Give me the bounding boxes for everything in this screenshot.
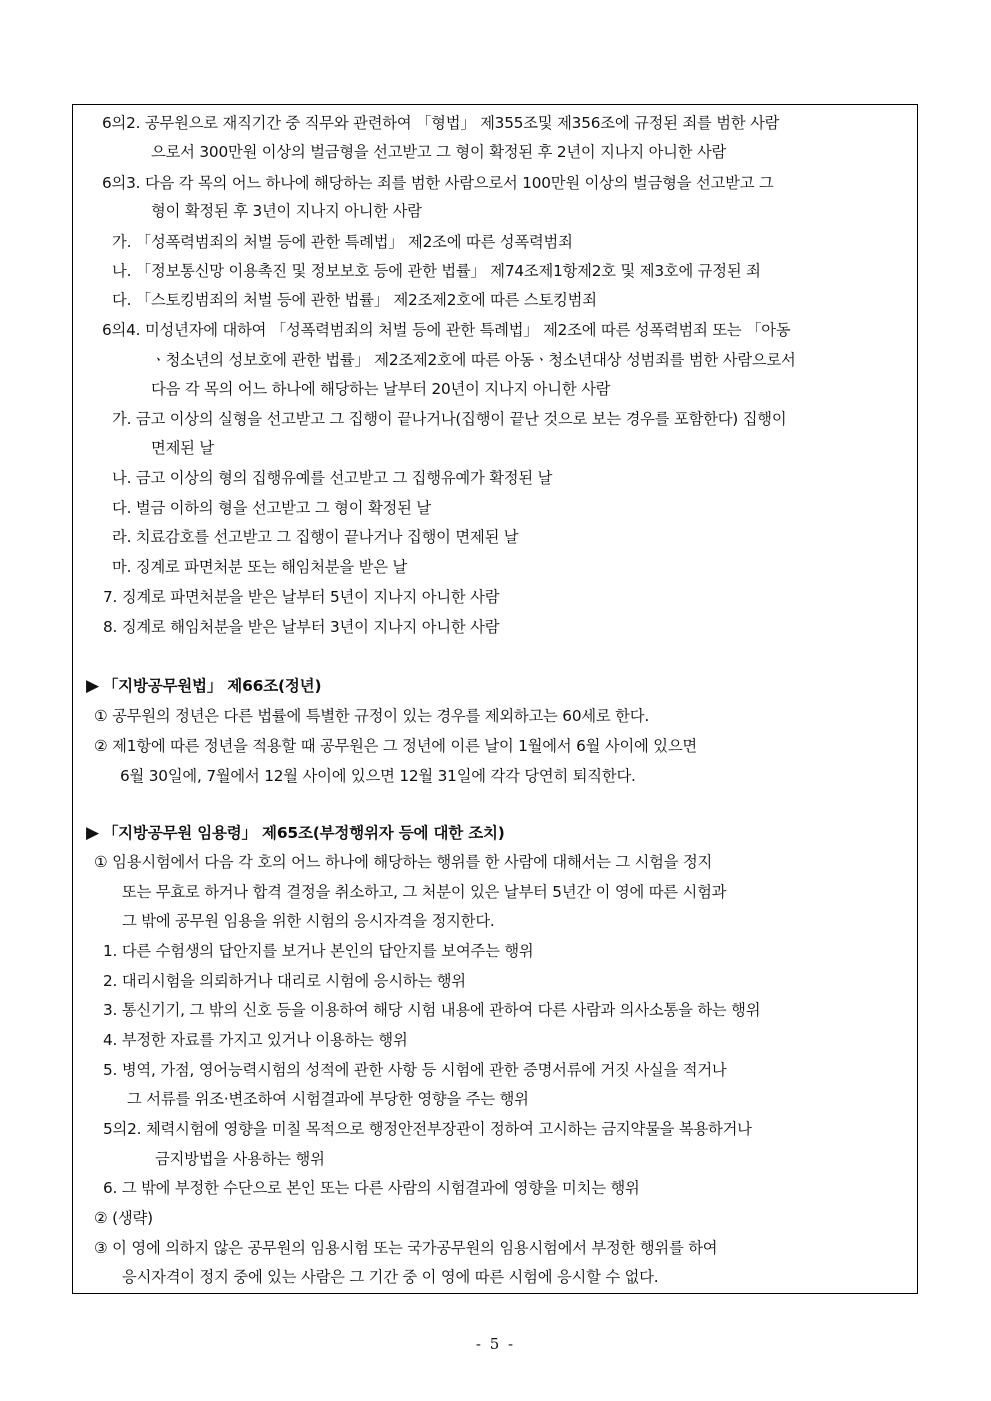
text-line: 그 서류를 위조·변조하여 시험결과에 부당한 영향을 주는 행위 [127, 1090, 529, 1108]
text-line: 다. 「스토킹범죄의 처벌 등에 관한 법률」 제2조제2호에 따른 스토킹범죄 [112, 291, 597, 309]
section-title: 「지방공무원법」 제66조(정년) [102, 677, 322, 695]
text-line: 4. 부정한 자료를 가지고 있거나 이용하는 행위 [103, 1031, 408, 1049]
triangle-bullet-icon: ▶ [86, 676, 99, 696]
text-line: 1. 다른 수험생의 답안지를 보거나 본인의 답안지를 보여주는 행위 [103, 942, 534, 960]
text-line: 3. 통신기기, 그 밖의 신호 등을 이용하여 해당 시험 내용에 관하여 다른 사람과 의사소통을 하는 행위 [103, 1001, 761, 1019]
text-line: 라. 치료감호를 선고받고 그 집행이 끝나거나 집행이 면제된 날 [112, 528, 519, 546]
text-line: ㆍ청소년의 성보호에 관한 법률」 제2조제2호에 따른 아동ㆍ청소년대상 성범죄를 범한 사람으로서 [151, 351, 796, 369]
text-line: 8. 징계로 해임처분을 받은 날부터 3년이 지나지 아니한 사람 [103, 618, 500, 636]
text-line: 다. 벌금 이하의 형을 선고받고 그 형이 확정된 날 [112, 499, 431, 517]
text-line: 으로서 300만원 이상의 벌금형을 선고받고 그 형이 확정된 후 2년이 지나지 아니한 사람 [151, 143, 727, 161]
text-line: ① 임용시험에서 다음 각 호의 어느 하나에 해당하는 행위를 한 사람에 대해서는 그 시험을 정지 [94, 853, 713, 871]
text-line: 금지방법을 사용하는 행위 [155, 1150, 325, 1168]
page-number: - 5 - [475, 1335, 516, 1353]
text-line: 2. 대리시험을 의뢰하거나 대리로 시험에 응시하는 행위 [103, 972, 466, 990]
text-line: 6월 30일에, 7월에서 12월 사이에 있으면 12월 31일에 각각 당연히 퇴직한다. [120, 767, 636, 785]
text-line: 마. 징계로 파면처분 또는 해임처분을 받은 날 [112, 558, 408, 576]
text-line: 가. 「성폭력범죄의 처벌 등에 관한 특례법」 제2조에 따른 성폭력범죄 [112, 233, 573, 251]
text-line: 7. 징계로 파면처분을 받은 날부터 5년이 지나지 아니한 사람 [103, 588, 500, 606]
text-line: 6의3. 다음 각 목의 어느 하나에 해당하는 죄를 범한 사람으로서 100만원 이상의 벌금형을 선고받고 그 [102, 174, 774, 192]
text-line: ② (생략) [94, 1209, 153, 1227]
text-line: ③ 이 영에 의하지 않은 공무원의 임용시험 또는 국가공무원의 임용시험에서 부정한 행위를 하여 [94, 1239, 718, 1257]
text-line: 면제된 날 [151, 439, 214, 457]
text-line: 그 밖에 공무원 임용을 위한 시험의 응시자격을 정지한다. [122, 912, 495, 930]
text-line: 형이 확정된 후 3년이 지나지 아니한 사람 [151, 202, 422, 220]
triangle-bullet-icon: ▶ [86, 823, 99, 843]
text-line: 6의2. 공무원으로 재직기간 중 직무와 관련하여 「형법」 제355조및 제356조에 규정된 죄를 범한 사람 [102, 114, 780, 132]
text-line: 5. 병역, 가점, 영어능력시험의 성적에 관한 사항 등 시험에 관한 증명서류에 거짓 사실을 적거나 [103, 1061, 727, 1079]
text-line: 또는 무효로 하거나 합격 결정을 취소하고, 그 처분이 있은 날부터 5년간 이 영에 따른 시험과 [122, 883, 727, 901]
document-frame [72, 104, 918, 1294]
section-heading [86, 823, 505, 843]
text-line: 나. 금고 이상의 형의 집행유예를 선고받고 그 집행유예가 확정된 날 [112, 469, 553, 487]
text-line: 가. 금고 이상의 실형을 선고받고 그 집행이 끝나거나(집행이 끝난 것으로 보는 경우를 포함한다) 집행이 [112, 410, 787, 428]
section-title: 「지방공무원 임용령」 제65조(부정행위자 등에 대한 조치) [102, 824, 505, 842]
text-line: 응시자격이 정지 중에 있는 사람은 그 기간 중 이 영에 따른 시험에 응시할 수 없다. [122, 1268, 659, 1286]
section-heading [86, 676, 321, 696]
text-line: 나. 「정보통신망 이용촉진 및 정보보호 등에 관한 법률」 제74조제1항제2호 및 제3호에 규정된 죄 [112, 262, 761, 280]
text-line: 6. 그 밖에 부정한 수단으로 본인 또는 다른 사람의 시험결과에 영향을 미치는 행위 [103, 1179, 640, 1197]
text-line: ① 공무원의 정년은 다른 법률에 특별한 규정이 있는 경우를 제외하고는 60세로 한다. [94, 707, 649, 725]
text-line: ② 제1항에 따른 정년을 적용할 때 공무원은 그 정년에 이른 날이 1월에서 6월 사이에 있으면 [94, 737, 697, 755]
text-line: 5의2. 체력시험에 영향을 미칠 목적으로 행정안전부장관이 정하여 고시하는 금지약물을 복용하거나 [103, 1120, 752, 1138]
text-line: 6의4. 미성년자에 대하여 「성폭력범죄의 처벌 등에 관한 특례법」 제2조에 따른 성폭력범죄 또는 「아동 [102, 321, 791, 339]
text-line: 다음 각 목의 어느 하나에 해당하는 날부터 20년이 지나지 아니한 사람 [151, 380, 611, 398]
